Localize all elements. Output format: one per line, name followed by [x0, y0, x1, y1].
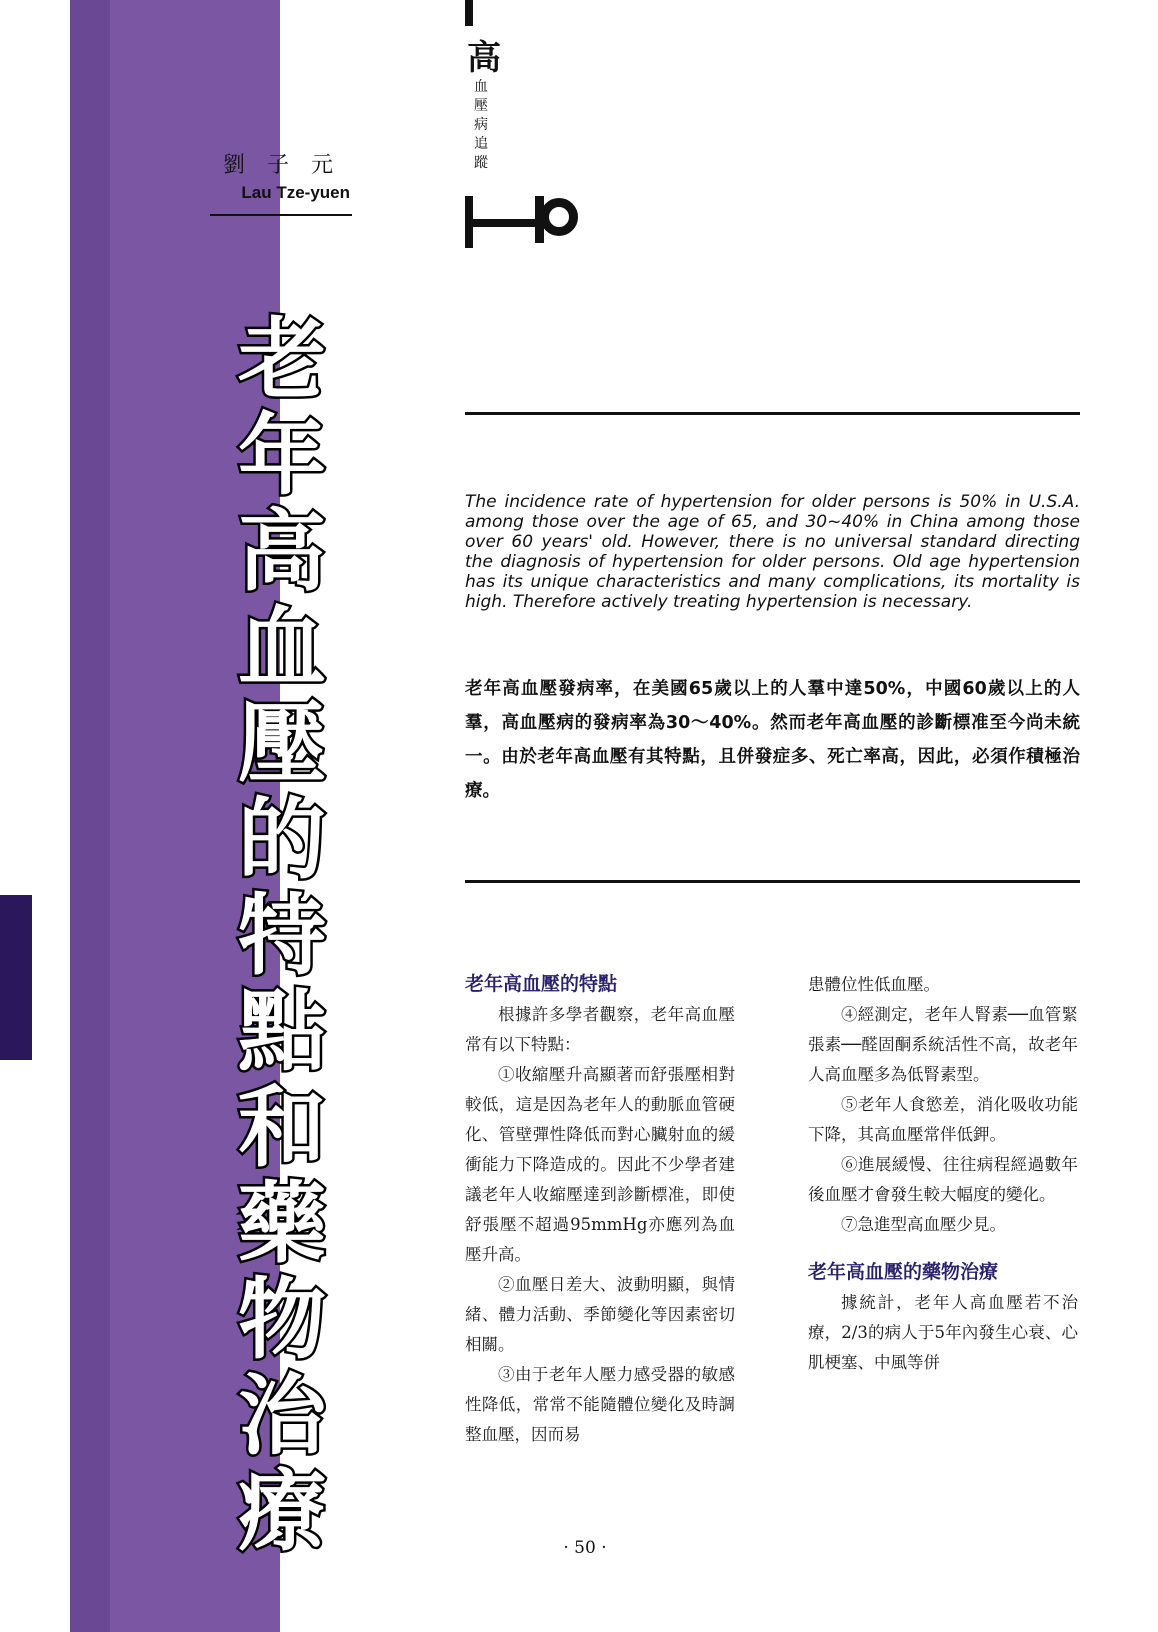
title-character: 點: [237, 980, 326, 1083]
title-character: 和: [237, 1076, 326, 1179]
page-number: · 50 ·: [563, 1538, 607, 1558]
top-rule: [465, 412, 1080, 415]
title-character: 藥: [237, 1172, 326, 1275]
title-character: 血: [237, 596, 326, 699]
article-title: [232, 308, 332, 1563]
author-name-english: Lau Tze-yuen: [241, 183, 350, 202]
mid-rule: [465, 880, 1080, 883]
title-character: 年: [237, 404, 326, 507]
feature-item-3-continued: 患體位性低血壓。: [808, 975, 940, 994]
section2-text: 據統計，老年人高血壓若不治療，2/3的病人于5年內發生心衰、心肌梗塞、中風等併: [808, 1293, 1078, 1372]
abstract-english: The incidence rate of hypertension for older persons is 50% in U.S.A. among those over the age of 65, and 30~40% in China among those over 60 years' old. However, there is no universal standard directing the diagnosis of hypertension for older persons. Old age hypertension has its unique characteristics and many complications, its mortality is high. Therefore actively treating hypertension is necessary.: [465, 492, 1080, 612]
column-tag-character: 病: [474, 117, 488, 133]
feature-item-7: ⑦急進型高血壓少見。: [841, 1215, 1006, 1234]
abstract-chinese: 老年高血壓發病率，在美國65歲以上的人羣中達50%，中國60歲以上的人羣，高血壓病的發病率為30〜40%。然而老年高血壓的診斷標准至今尚未統一。由於老年高血壓有其特點，且併發症多、死亡率高，因此，必須作積極治療。: [465, 679, 1080, 801]
feature-item-6: ⑥進展緩慢、往往病程經過數年後血壓才會發生較大幅度的變化。: [808, 1155, 1078, 1204]
feature-item-4: ④經測定，老年人腎素──血管緊張素──醛固酮系統活性不高，故老年人高血壓多為低腎素型。: [808, 1005, 1078, 1084]
section2-heading: 老年高血壓的藥物治療: [808, 1261, 999, 1283]
section1-intro: 根據許多學者觀察，老年高血壓常有以下特點：: [465, 1005, 735, 1054]
title-character: 的: [237, 788, 326, 891]
title-character: 物: [237, 1268, 326, 1371]
column-tag-character: 壓: [474, 98, 488, 114]
column-tag-sub: [471, 78, 491, 173]
feature-item-1: ①收縮壓升高顯著而舒張壓相對較低，這是因為老年人的動脈血管硬化、管壁彈性降低而對心臟射血的緩衝能力下降造成的。因此不少學者建議老年人收縮壓達到診斷標准，即使舒張壓不超過95mmHg亦應列為血壓升高。: [465, 1065, 735, 1264]
title-character: 老: [237, 308, 326, 411]
body-column-left: [465, 970, 735, 1450]
body-column-right: [808, 970, 1078, 1378]
title-character: 特: [237, 884, 326, 987]
column-tag-logo-circle: [540, 198, 578, 236]
feature-item-2: ②血壓日差大、波動明顯，與情緒、體力活動、季節變化等因素密切相關。: [465, 1275, 735, 1354]
column-tag-character: 蹤: [474, 155, 488, 171]
column-tag-character: 血: [474, 79, 488, 95]
section1-heading: 老年高血壓的特點: [465, 973, 618, 995]
column-tag: [465, 0, 545, 250]
title-character: 治: [237, 1364, 326, 1467]
column-tag-character: 追: [474, 136, 488, 152]
feature-item-3: ③由于老年人壓力感受器的敏感性降低，常常不能隨體位變化及時調整血壓，因而易: [465, 1365, 735, 1444]
feature-item-5: ⑤老年人食慾差，消化吸收功能下降，其高血壓常伴低鉀。: [808, 1095, 1078, 1144]
title-character: 高: [237, 500, 326, 603]
title-character: 壓: [237, 692, 326, 795]
edge-thumb-tab: [0, 895, 32, 1060]
title-character: 療: [237, 1460, 326, 1563]
column-tag-lead: 高: [467, 38, 501, 78]
author-underline: [210, 214, 352, 216]
author-name-chinese: 劉子元: [222, 153, 355, 178]
